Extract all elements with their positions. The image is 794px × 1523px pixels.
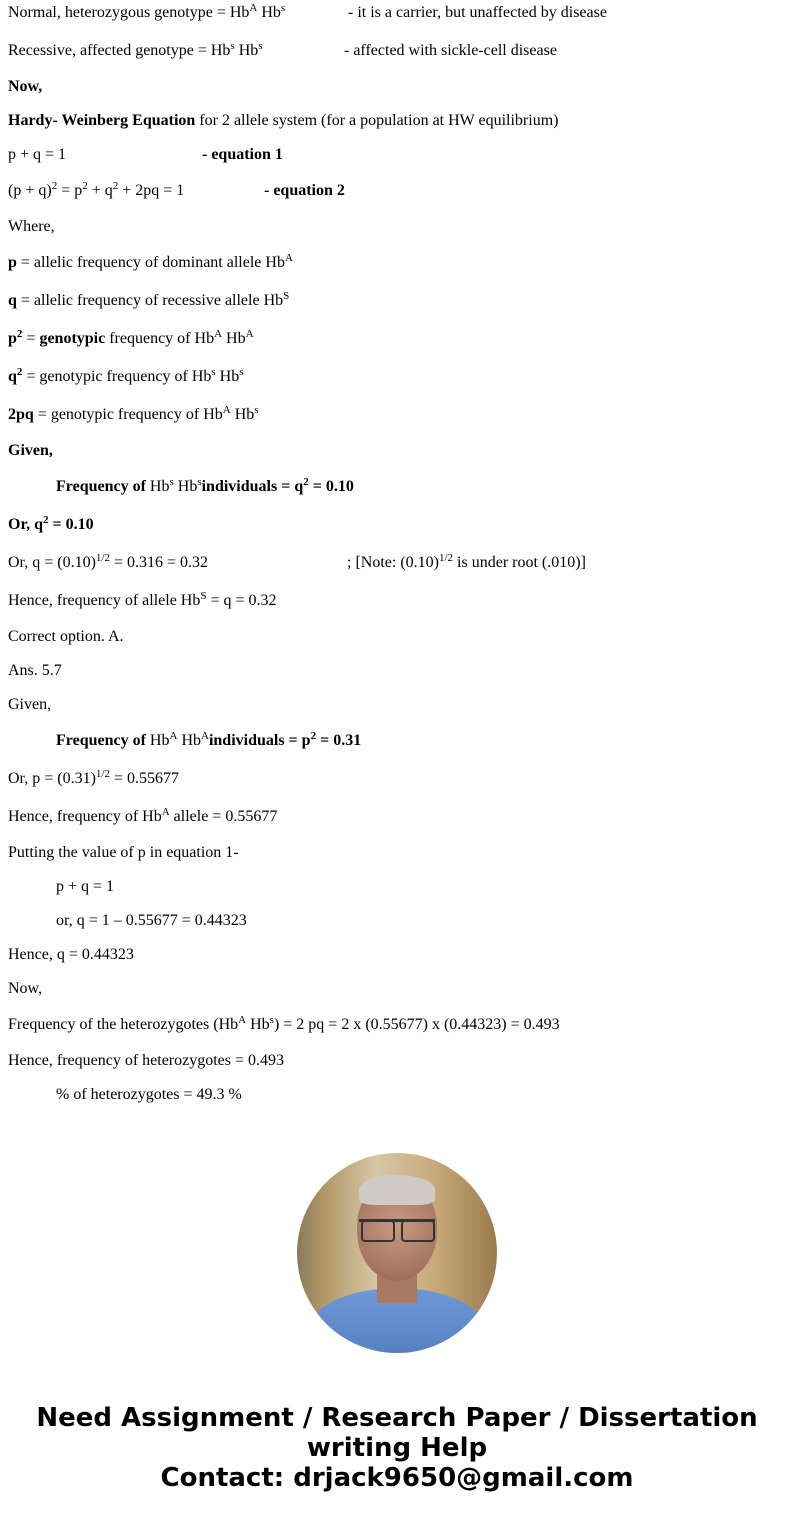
text-run: = 0.10 <box>48 516 94 533</box>
superscript: A <box>249 2 258 14</box>
text-run: Where, <box>8 218 55 235</box>
line-text <box>8 254 293 271</box>
text-run: Hence, q = 0.44323 <box>8 946 134 963</box>
text-run: Hb <box>222 330 246 347</box>
text-line <box>8 252 788 274</box>
contact-banner <box>0 1403 794 1493</box>
text-run: ) = 2 pq = 2 x (0.55677) x (0.44323) = 0.493 <box>273 1016 560 1033</box>
line-text <box>8 770 179 787</box>
line-text <box>8 808 277 825</box>
superscript: A <box>214 328 223 340</box>
line-text <box>8 406 259 423</box>
text-run: Hb <box>215 368 240 385</box>
text-run: Or, q = (0.10) <box>8 554 96 571</box>
text-line <box>8 768 788 790</box>
text-run: Hence, frequency of heterozygotes = 0.493 <box>8 1052 285 1069</box>
line-text <box>8 878 114 895</box>
superscript: 1/2 <box>95 552 110 564</box>
text-line <box>8 696 788 714</box>
text-line <box>8 1014 788 1036</box>
line-text <box>8 662 62 679</box>
text-run: q <box>8 292 17 309</box>
text-line <box>8 78 788 96</box>
text-run: Hb <box>230 406 255 423</box>
superscript: A <box>238 1014 247 1026</box>
line-text <box>8 554 208 571</box>
text-run: - affected with sickle-cell disease <box>344 42 557 59</box>
line-text <box>8 78 42 95</box>
text-run: 2pq <box>8 406 34 423</box>
banner-line-1: Need Assignment / Research Paper / Dissertation <box>36 1403 758 1433</box>
superscript: 1/2 <box>95 768 110 780</box>
text-line <box>8 112 788 130</box>
line-annotation <box>347 552 586 574</box>
line-text <box>8 516 94 533</box>
text-run: Hb <box>246 1016 270 1033</box>
text-run: Hb <box>149 732 170 749</box>
superscript: s <box>269 1014 274 1026</box>
text-run: = 0.316 = 0.32 <box>109 554 209 571</box>
superscript: s <box>211 366 216 378</box>
line-annotation <box>344 40 557 62</box>
answer-document <box>8 2 788 1120</box>
text-run: Hardy- Weinberg Equation <box>8 112 196 129</box>
superscript: s <box>254 404 259 416</box>
text-run: p <box>8 254 17 271</box>
line-text <box>8 368 244 385</box>
superscript: A <box>245 328 254 340</box>
text-run: = p <box>57 182 83 199</box>
text-run: Frequency of the heterozygotes (Hb <box>8 1016 239 1033</box>
text-line <box>8 290 788 312</box>
text-run: Or, p = (0.31) <box>8 770 96 787</box>
superscript: s <box>197 476 202 488</box>
text-run: Given, <box>8 442 53 459</box>
line-text <box>8 912 247 929</box>
line-text <box>8 146 66 163</box>
text-line <box>8 476 788 498</box>
superscript: s <box>239 366 244 378</box>
text-run: = 0.10 <box>308 478 354 495</box>
superscript: s <box>280 2 286 14</box>
superscript: s <box>169 476 174 488</box>
text-run: - equation 2 <box>264 182 345 199</box>
superscript: 2 <box>16 328 23 340</box>
text-run: q <box>8 368 17 385</box>
text-run: - it is a carrier, but unaffected by disease <box>348 4 607 21</box>
line-annotation <box>348 2 607 24</box>
superscript: S <box>200 590 207 602</box>
line-text <box>8 628 124 645</box>
line-text <box>8 442 53 459</box>
text-run: p <box>8 330 17 347</box>
superscript: s <box>258 40 263 52</box>
superscript: S <box>283 290 290 302</box>
superscript: A <box>161 806 170 818</box>
text-line <box>8 404 788 426</box>
text-run: - equation 1 <box>202 146 283 163</box>
text-run: = 0.31 <box>316 732 362 749</box>
text-line <box>8 514 788 536</box>
line-text <box>8 980 42 997</box>
contact-email: Contact: drjack9650@gmail.com <box>160 1463 634 1493</box>
text-run: Frequency of <box>56 732 150 749</box>
text-run: (p + q) <box>8 182 52 199</box>
text-run: allele = 0.55677 <box>169 808 278 825</box>
text-run: genotypic <box>39 330 106 347</box>
text-run: individuals = p <box>208 732 311 749</box>
text-run: Normal, heterozygous genotype = Hb <box>8 4 250 21</box>
text-run: = <box>22 330 40 347</box>
text-line <box>8 1086 788 1104</box>
text-line <box>8 806 788 828</box>
text-run: p + q = 1 <box>56 878 115 895</box>
superscript: 2 <box>310 730 317 742</box>
text-run: Given, <box>8 696 52 713</box>
line-text <box>8 182 184 199</box>
text-line <box>8 662 788 680</box>
text-run: Hence, frequency of Hb <box>8 808 162 825</box>
text-run: = allelic frequency of dominant allele Hb <box>16 254 285 271</box>
text-run: % of heterozygotes = 49.3 % <box>56 1086 242 1103</box>
superscript: 2 <box>112 180 119 192</box>
text-line <box>8 328 788 350</box>
banner-line-2: writing Help <box>306 1433 488 1463</box>
superscript: A <box>222 404 231 416</box>
superscript: 2 <box>16 366 23 378</box>
line-text <box>8 478 354 495</box>
text-line <box>8 2 788 24</box>
text-run: p + q = 1 <box>8 146 67 163</box>
line-text <box>8 844 239 861</box>
text-run: individuals = q <box>201 478 304 495</box>
superscript: 2 <box>51 180 58 192</box>
text-run: frequency of Hb <box>105 330 215 347</box>
text-run: Hb <box>257 4 281 21</box>
text-run: Now, <box>8 78 43 95</box>
line-text <box>8 218 55 235</box>
text-run: = q = 0.32 <box>206 592 277 609</box>
text-line <box>8 946 788 964</box>
text-line <box>8 590 788 612</box>
text-line <box>8 980 788 998</box>
author-photo <box>297 1153 497 1353</box>
line-text <box>8 696 51 713</box>
text-line <box>8 180 788 202</box>
text-run: = allelic frequency of recessive allele Hb <box>16 292 284 309</box>
text-line <box>8 628 788 646</box>
text-line <box>8 40 788 62</box>
line-text <box>8 1086 242 1103</box>
line-text <box>8 4 285 21</box>
text-run: Hb <box>173 478 198 495</box>
text-line <box>8 552 788 574</box>
superscript: 2 <box>82 180 88 192</box>
superscript: 2 <box>303 476 309 488</box>
superscript: A <box>284 252 293 264</box>
text-line <box>8 912 788 930</box>
text-line <box>8 1052 788 1070</box>
text-line <box>8 730 788 752</box>
text-run: + 2pq = 1 <box>118 182 185 199</box>
line-annotation <box>202 146 283 164</box>
text-run: Correct option. A. <box>8 628 124 645</box>
line-text <box>8 112 558 129</box>
text-run: or, q = 1 – 0.55677 = 0.44323 <box>56 912 247 929</box>
text-run: Hb <box>177 732 201 749</box>
text-run: Putting the value of p in equation 1- <box>8 844 239 861</box>
line-text <box>8 292 289 309</box>
text-run: Hence, frequency of allele Hb <box>8 592 201 609</box>
superscript: 1/2 <box>438 552 454 564</box>
superscript: s <box>230 40 235 52</box>
text-line <box>8 878 788 896</box>
text-run: Ans. 5.7 <box>8 662 62 679</box>
line-text <box>8 732 361 749</box>
text-run: is under root (.010)] <box>453 554 586 571</box>
text-run: ; [Note: (0.10) <box>347 554 439 571</box>
text-run: Recessive, affected genotype = Hb <box>8 42 231 59</box>
line-text <box>8 42 263 59</box>
line-text <box>8 592 277 609</box>
text-line <box>8 366 788 388</box>
line-text <box>8 330 254 347</box>
text-line <box>8 218 788 236</box>
line-text <box>8 1052 284 1069</box>
text-run: for 2 allele system (for a population at HW equilibrium) <box>195 112 559 129</box>
text-run: = 0.55677 <box>109 770 180 787</box>
superscript: 2 <box>42 514 49 526</box>
text-run: Or, q <box>8 516 43 533</box>
text-line <box>8 146 788 164</box>
text-run: = genotypic frequency of Hb <box>33 406 223 423</box>
superscript: A <box>201 730 209 742</box>
line-text <box>8 946 134 963</box>
text-run: = genotypic frequency of Hb <box>22 368 212 385</box>
line-text <box>8 1016 560 1033</box>
text-line <box>8 442 788 460</box>
text-run: Hb <box>149 478 170 495</box>
text-run: Now, <box>8 980 43 997</box>
line-annotation <box>264 180 345 202</box>
superscript: A <box>169 730 178 742</box>
text-run: Hb <box>234 42 259 59</box>
text-run: + q <box>87 182 113 199</box>
text-run: Frequency of <box>56 478 150 495</box>
text-line <box>8 844 788 862</box>
